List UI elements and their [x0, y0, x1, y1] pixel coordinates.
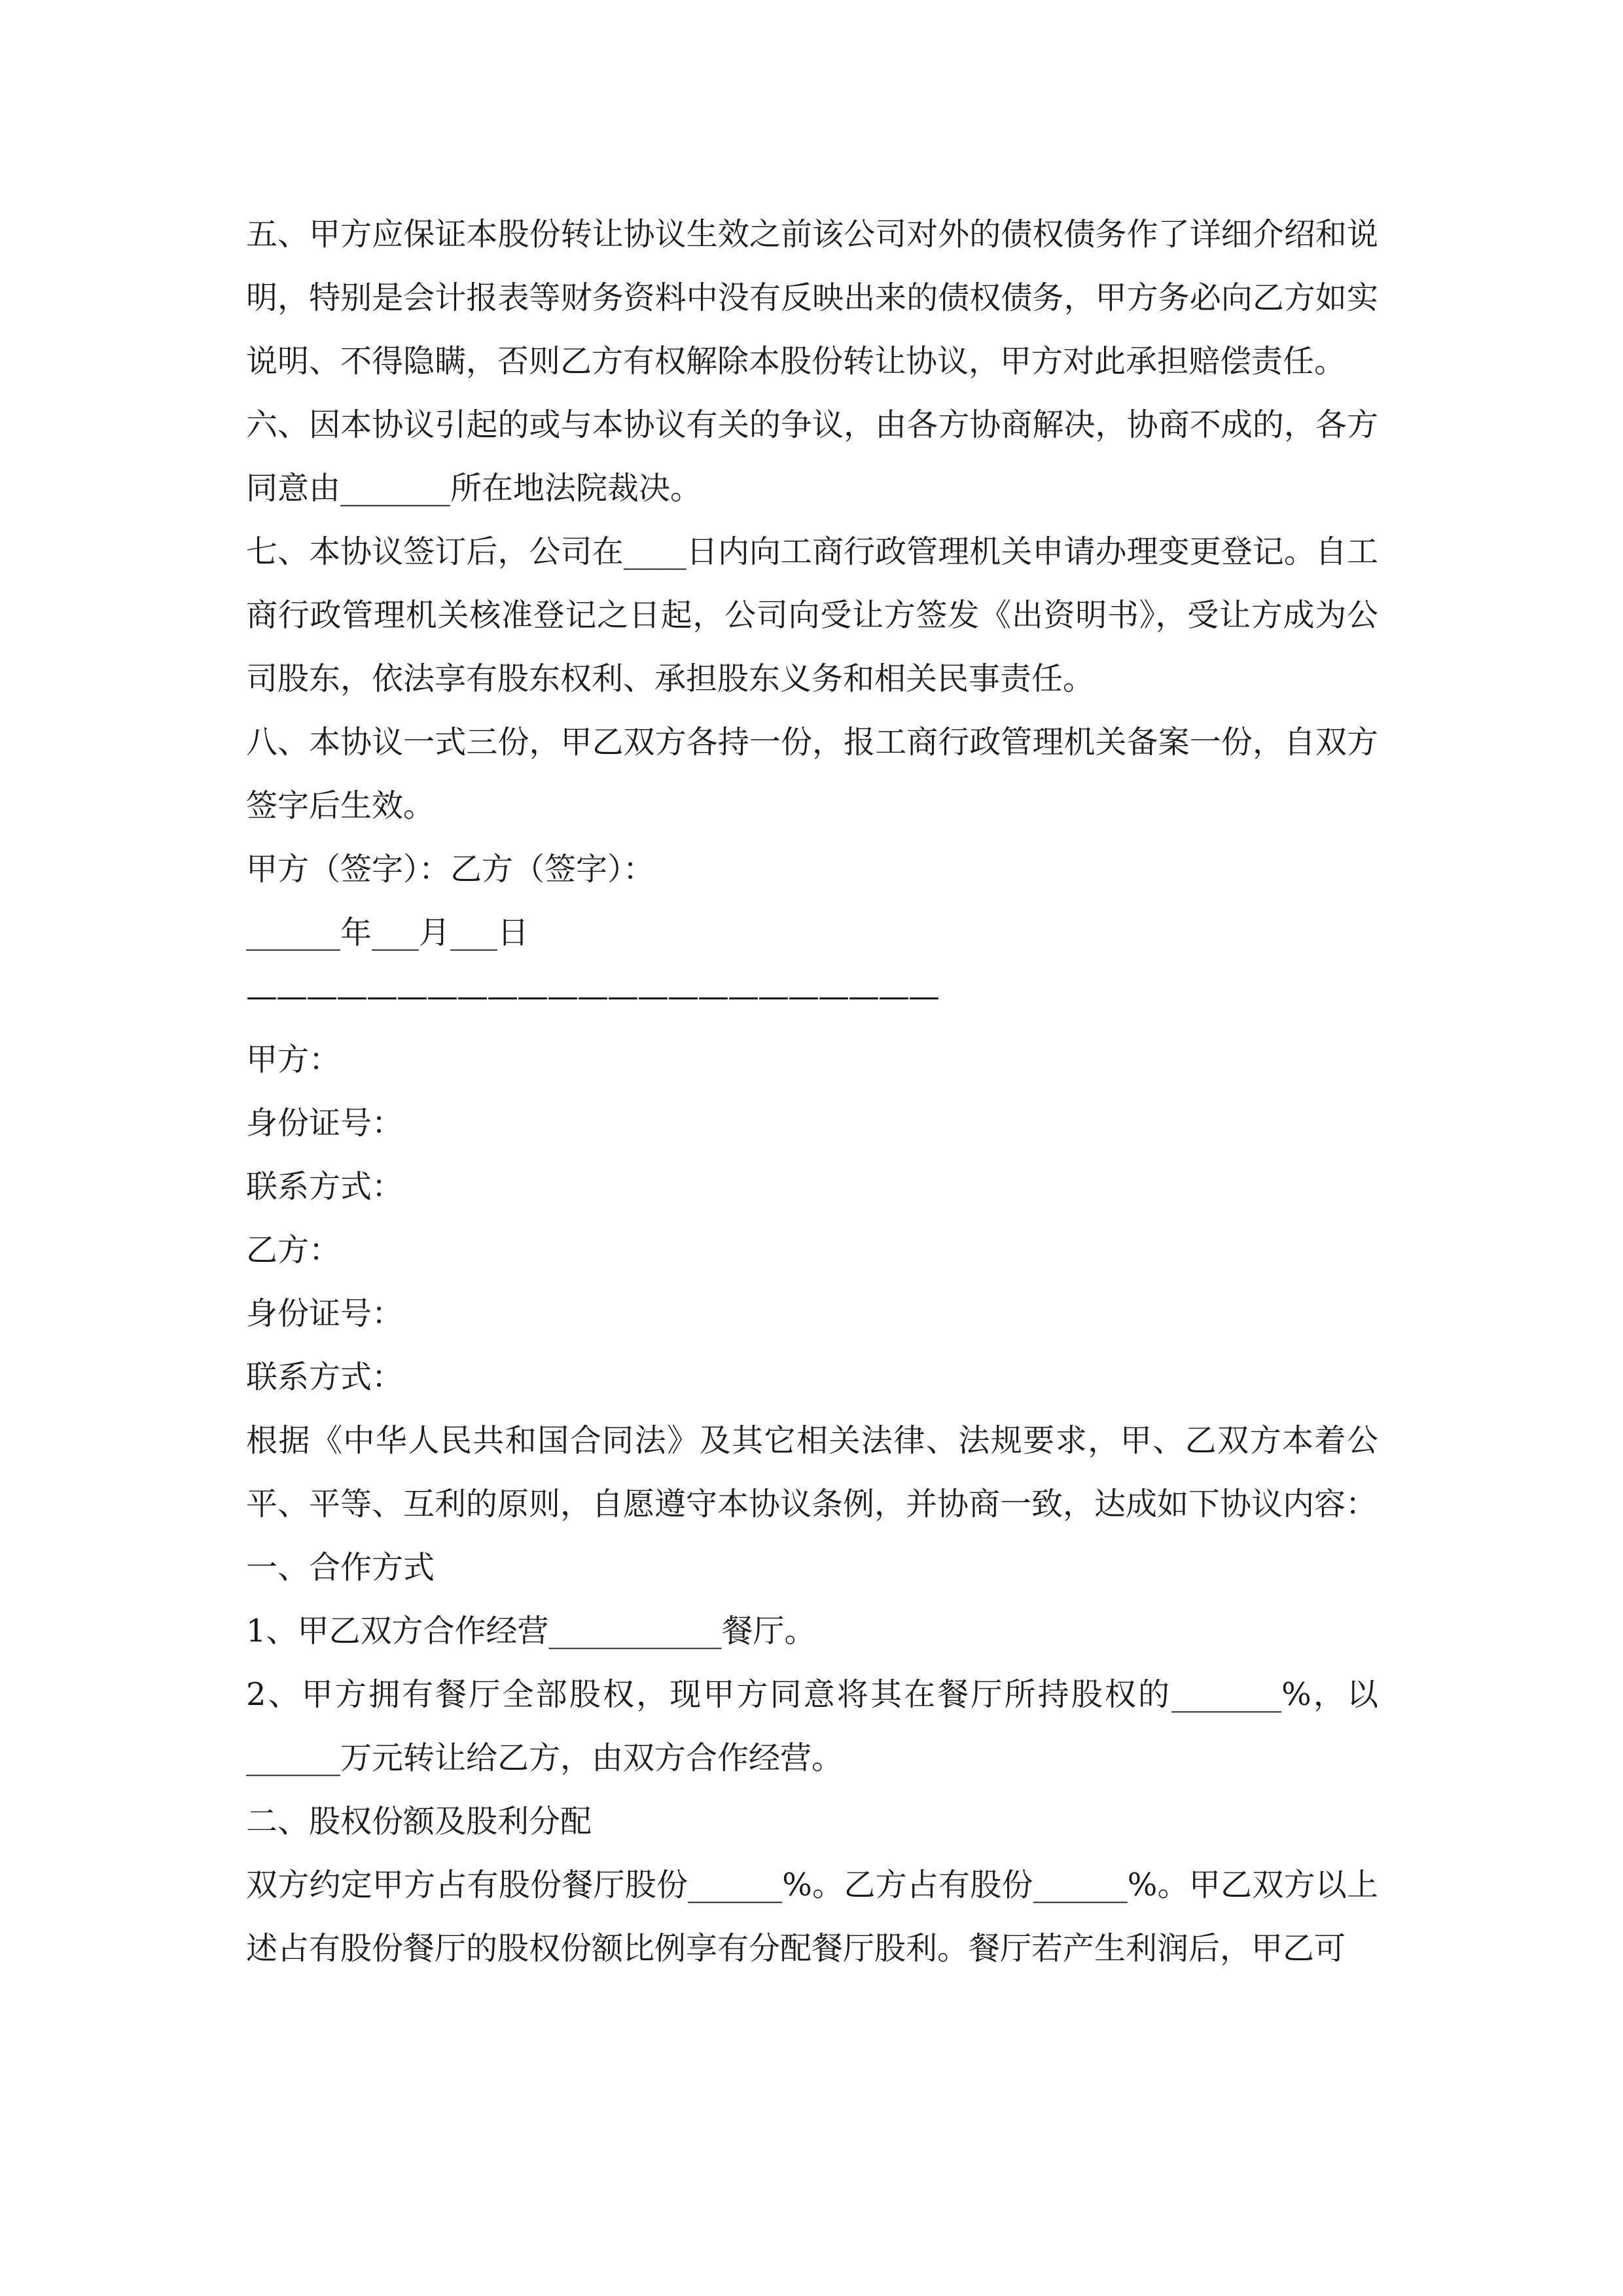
section-1-item-2: 2、甲方拥有餐厅全部股权，现甲方同意将其在餐厅所持股权的_______%，以______万元转让给乙方，由双方合作经营。: [246, 1676, 1378, 1776]
party-a-label: 甲方：: [246, 1041, 341, 1078]
document-body: [246, 203, 1378, 1981]
party-b-contact-label: 联系方式：: [246, 1359, 404, 1395]
clause-5-paragraph: 五、甲方应保证本股份转让协议生效之前该公司对外的债权债务作了详细介绍和说明，特别是会计报表等财务资料中没有反映出来的债权债务，甲方务必向乙方如实说明、不得隐瞒，否则乙方有权解除本股份转让协议，甲方对此承担赔偿责任。: [246, 216, 1378, 380]
section-1-item-1: 1、甲乙双方合作经营___________餐厅。: [246, 1613, 816, 1649]
preamble-paragraph: 根据《中华人民共和国合同法》及其它相关法律、法规要求，甲、乙双方本着公平、平等、互利的原则，自愿遵守本协议条例，并协商一致，达成如下协议内容：: [246, 1422, 1378, 1522]
date-line: ______年___月___日: [246, 914, 529, 951]
party-a-contact-label: 联系方式：: [246, 1168, 404, 1205]
separator-line: ———————————————————————: [246, 978, 938, 1014]
party-a-id-label: 身份证号：: [246, 1105, 404, 1141]
clause-7-paragraph: 七、本协议签订后，公司在____日内向工商行政管理机关申请办理变更登记。自工商行政管理机关核准登记之日起，公司向受让方签发《出资明书》，受让方成为公司股东，依法享有股东权利、承担股东义务和相关民事责任。: [246, 533, 1378, 697]
party-b-id-label: 身份证号：: [246, 1295, 404, 1332]
party-b-label: 乙方：: [246, 1232, 341, 1268]
clause-8-paragraph: 八、本协议一式三份，甲乙双方各持一份，报工商行政管理机关备案一份，自双方签字后生效。: [246, 724, 1378, 824]
signature-line: 甲方（签字）：乙方（签字）：: [246, 851, 655, 888]
section-2-heading: 二、股权份额及股利分配: [246, 1803, 592, 1840]
section-1-heading: 一、合作方式: [246, 1549, 435, 1586]
clause-6-paragraph: 六、因本协议引起的或与本协议有关的争议，由各方协商解决，协商不成的，各方同意由_______所在地法院裁决。: [246, 406, 1378, 507]
section-2-paragraph: 双方约定甲方占有股份餐厅股份______%。乙方占有股份______%。甲乙双方以上述占有股份餐厅的股权份额比例享有分配餐厅股利。餐厅若产生利润后，甲乙可: [246, 1867, 1378, 1967]
